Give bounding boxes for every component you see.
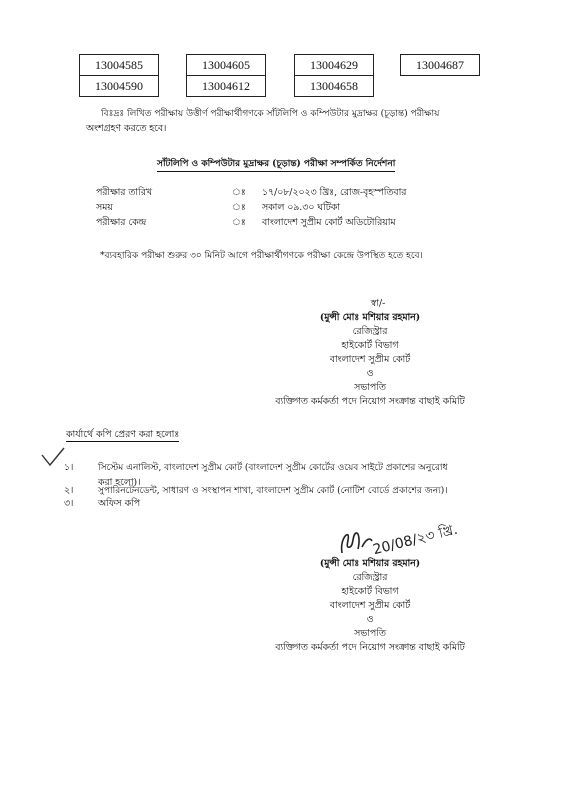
practical-note: *ব্যবহারিক পরীক্ষা শুরুর ৩০ মিনিট আগে পরীক্ষার্থীগণকে পরীক্ষা কেন্দ্রে উপস্থিত হতে হবে। [100, 251, 423, 261]
roll-number: 13004605 [202, 58, 250, 72]
roll-number: 13004585 [95, 58, 143, 72]
check-mark-icon [40, 446, 66, 468]
copy-heading: কার্যার্থে কপি প্রেরণ করা হলোঃ [66, 429, 180, 440]
handwritten-signature [336, 527, 376, 559]
roll-box-2 [186, 54, 266, 97]
note-line-1: বিঃদ্রঃ লিখিত পরীক্ষায় উত্তীর্ণ পরীক্ষার্থীগণকে সাঁটলিপি ও কম্পিউটার মুদ্রাক্ষর (চূড়ান্ত) পরীক্ষায় [101, 109, 440, 119]
signatory-name: (মুন্সী মোঃ মশিয়ার রহমান) [319, 312, 421, 323]
handwritten-date: 20/08/২৩ খ্রি. [371, 521, 460, 559]
copy-item-number: ১। [64, 462, 74, 473]
copy-item-text: সুপারিনটেনডেন্ট, সাধারণ ও সংস্থাপন শাখা, বাংলাদেশ সুপ্রীম কোর্ট (নোটিশ বোর্ডে প্রকাশের জন্য)। [98, 486, 448, 496]
designation-line: হাইকোর্ট বিভাগ [341, 586, 399, 597]
designation-line: বাংলাদেশ সুপ্রীম কোর্ট [329, 600, 411, 611]
designation-line: রেজিস্ট্রার [352, 326, 388, 337]
signed-mark: স্বা/- [370, 298, 386, 309]
copy-item-number: ২। [64, 485, 74, 496]
exam-time-value: সকাল ০৯.৩০ ঘটিকা [262, 202, 340, 213]
exam-date-sep: ঃ [232, 187, 246, 198]
exam-center-sep: ঃ [232, 217, 246, 228]
roll-number: 13004590 [80, 75, 158, 96]
designation-line: ও [366, 614, 374, 625]
roll-number: 13004612 [187, 75, 265, 96]
copy-item-text: সিস্টেম এনালিস্ট, বাংলাদেশ সুপ্রীম কোর্ট (বাংলাদেশ সুপ্রীম কোর্টের ওয়েব সাইটে প্রকাশের অনুরোধ [98, 463, 448, 473]
exam-time-sep: ঃ [232, 202, 246, 213]
roll-box-1 [79, 54, 159, 97]
signatory-name: (মুন্সী মোঃ মশিয়ার রহমান) [319, 558, 421, 569]
designation-line: ব্যক্তিগত কর্মকর্তা পদে নিয়োগ সংক্রান্ত বাছাই কমিটি [275, 642, 465, 653]
designation-line: ব্যক্তিগত কর্মকর্তা পদে নিয়োগ সংক্রান্ত বাছাই কমিটি [275, 396, 465, 407]
roll-box-4 [400, 54, 480, 76]
designation-line: হাইকোর্ট বিভাগ [341, 340, 399, 351]
note-line-2: অংশগ্রহণ করতে হবে। [86, 123, 167, 134]
designation-line: বাংলাদেশ সুপ্রীম কোর্ট [329, 354, 411, 365]
exam-center-label: পরীক্ষার কেন্দ্র [96, 217, 147, 228]
roll-number: 13004658 [295, 75, 373, 96]
exam-date-label: পরীক্ষার তারিখ [96, 187, 152, 198]
designation-line: ও [366, 368, 374, 379]
roll-number: 13004629 [310, 58, 358, 72]
exam-date-value: ১৭/০৮/২০২৩ খ্রিঃ, রোজ-বৃহস্পতিবার [262, 187, 407, 198]
signature-block-1 [270, 297, 470, 409]
designation-line: সভাপতি [354, 382, 386, 393]
roll-box-3 [294, 54, 374, 97]
copy-item-text-cont: করা হলো)। [98, 477, 141, 488]
designation-line: সভাপতি [354, 628, 386, 639]
exam-time-label: সময় [96, 202, 113, 213]
exam-center-value: বাংলাদেশ সুপ্রীম কোর্ট অডিটোরিয়াম [262, 217, 396, 228]
designation-line: রেজিস্ট্রার [352, 572, 388, 583]
copy-item-number: ৩। [64, 498, 74, 509]
copy-item-text: অফিস কপি [98, 498, 141, 509]
roll-number: 13004687 [416, 58, 464, 72]
instruction-title: সাঁটলিপি ও কম্পিউটার মুদ্রাক্ষর (চূড়ান্ত) পরীক্ষা সম্পর্কিত নির্দেশনা [157, 158, 395, 172]
signature-block-2 [270, 557, 470, 655]
